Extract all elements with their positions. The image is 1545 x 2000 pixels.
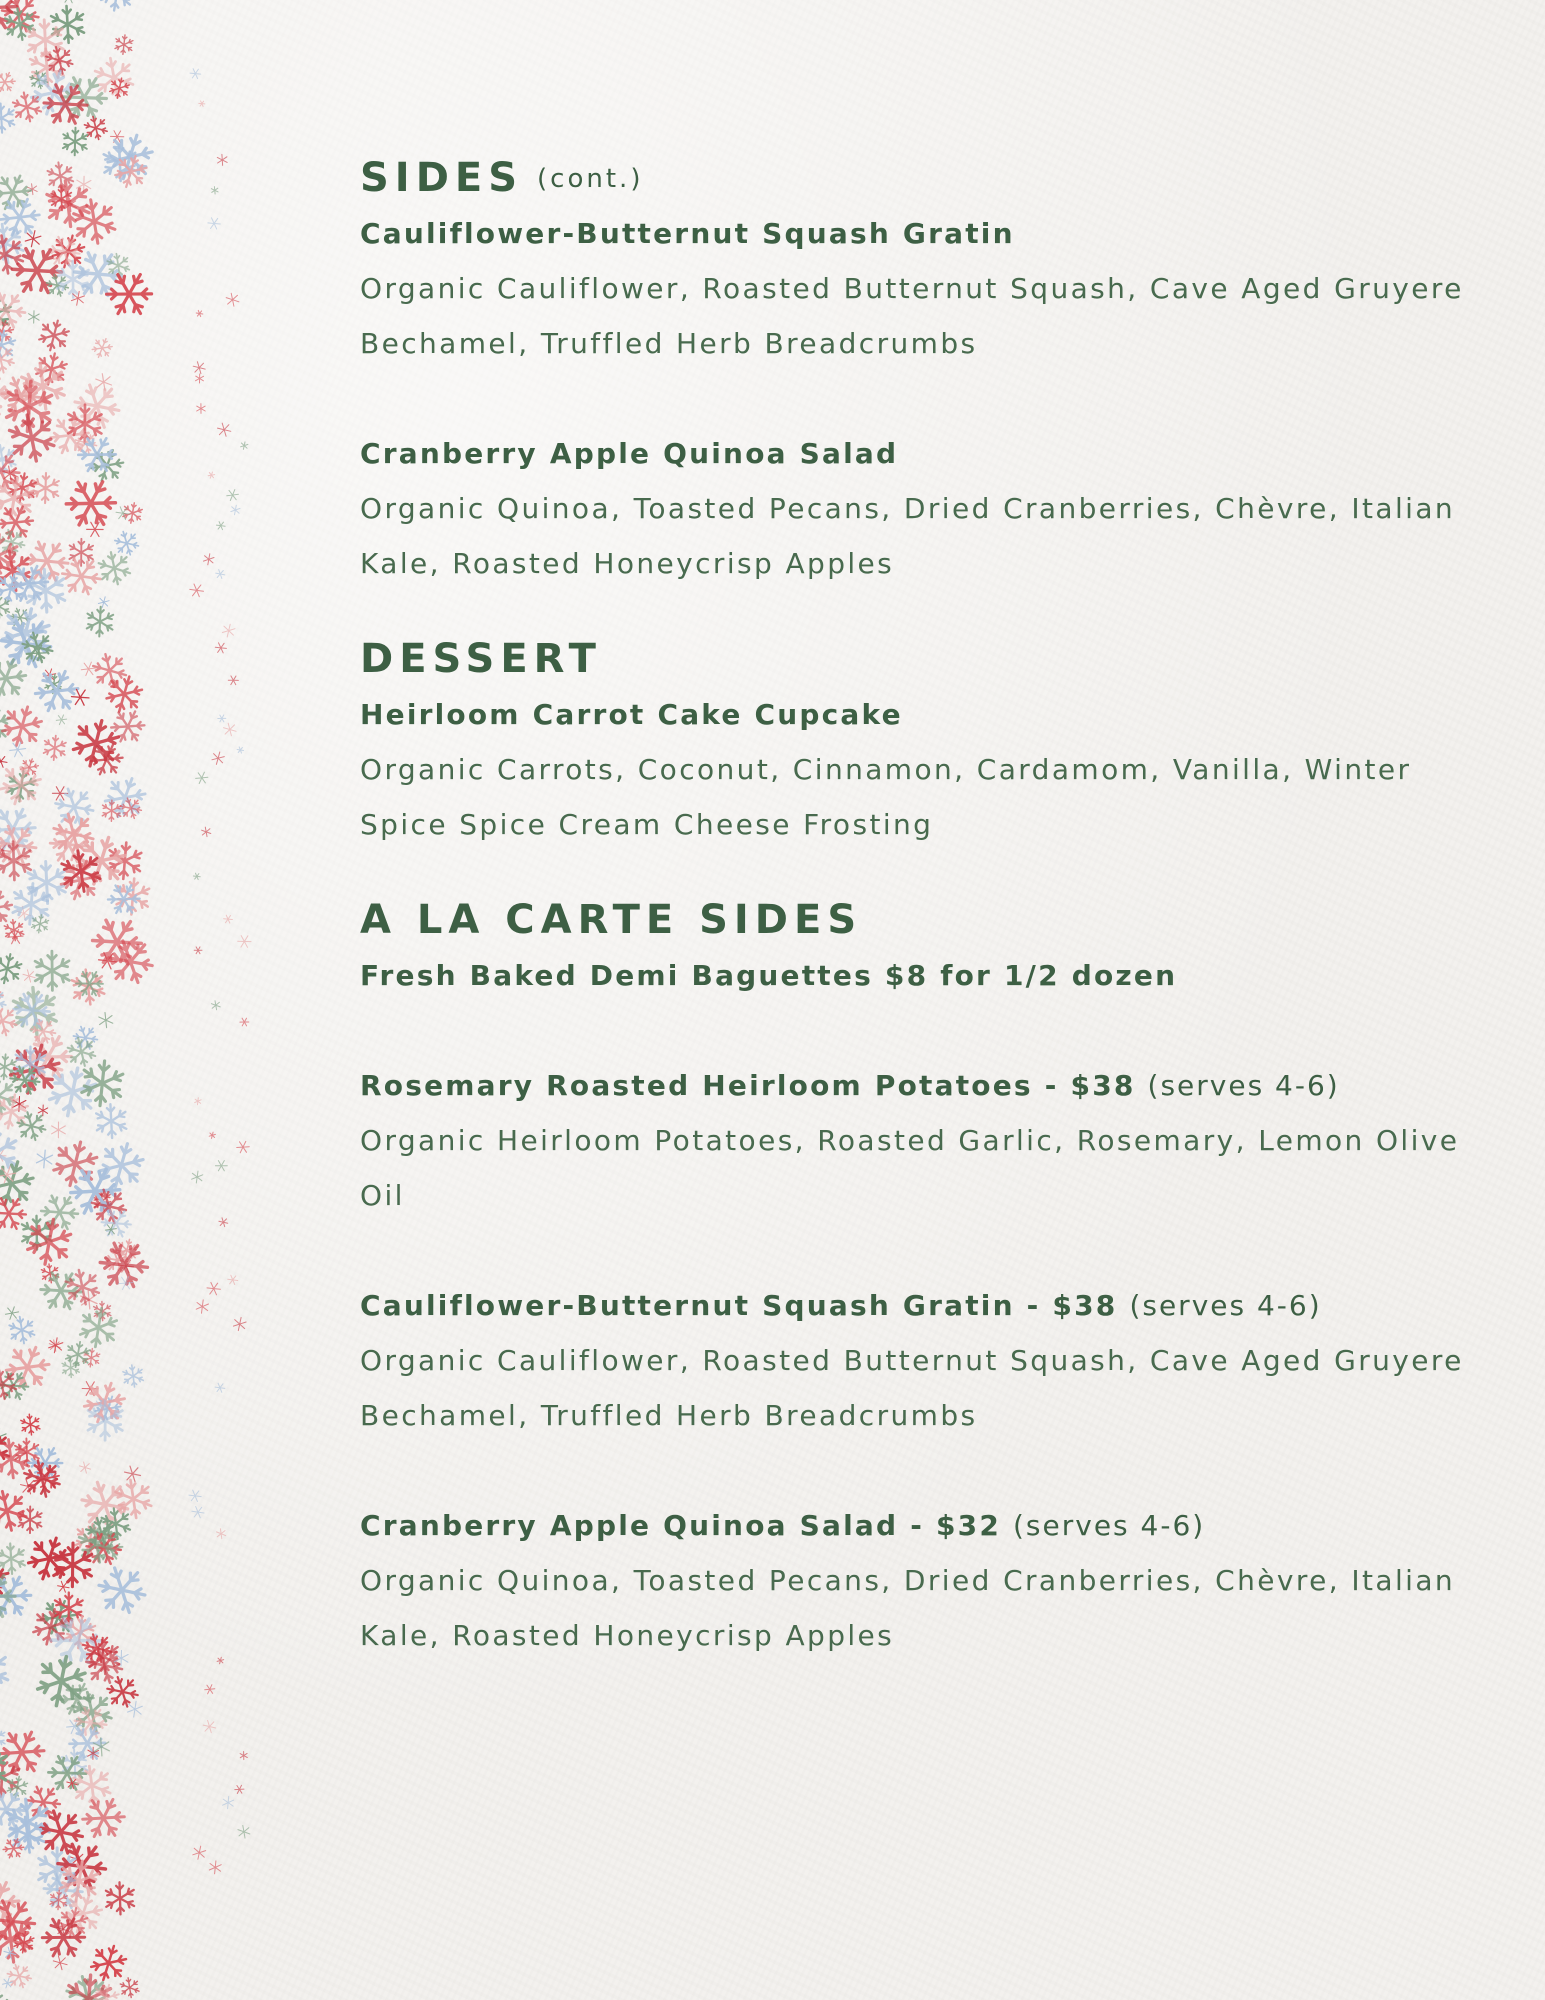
sides-cont-note: (cont.) (537, 164, 644, 194)
item-description: Organic Carrots, Coconut, Cinnamon, Cardamom, Vanilla, Winter Spice Spice Cream Cheese Frosting (360, 753, 1412, 841)
snowflake-icon (0, 1007, 17, 1036)
item-name: Cauliflower-Butternut Squash Gratin - $38 (360, 1289, 1118, 1322)
snowflake-icon (211, 187, 218, 194)
snowflake-icon (196, 1300, 208, 1313)
snowflake-icon (217, 154, 227, 165)
snowflake-icon (9, 1317, 34, 1344)
snowflake-icon (202, 827, 211, 837)
item-name: Cranberry Apple Quinoa Salad (360, 437, 899, 470)
snowflake-icon (100, 1144, 143, 1187)
snowflake-icon (195, 1098, 201, 1105)
snowflake-icon (66, 482, 115, 525)
snowflake-icon (52, 1122, 66, 1138)
snowflake-icon (204, 554, 215, 565)
snowflake-icon (190, 584, 204, 597)
snowflake-icon (189, 1490, 201, 1501)
snowflake-icon (193, 362, 205, 374)
snowflake-icon (87, 607, 113, 637)
snowflake-icon (38, 1105, 48, 1116)
snowflake-icon (240, 1752, 247, 1760)
snowflake-icon (17, 1112, 45, 1140)
snowflake-icon (10, 415, 54, 461)
serves-note: (serves 4-6) (1129, 1289, 1322, 1322)
serves-note: (serves 4-6) (1013, 1509, 1206, 1542)
snowflake-icon (238, 936, 251, 948)
snowflake-icon (27, 184, 37, 195)
snowflake-icon (224, 915, 233, 923)
snowflake-icon (238, 1826, 250, 1839)
snowflake-icon (99, 552, 130, 584)
snowflake-icon (0, 73, 15, 92)
snowflake-icon (91, 1946, 126, 1980)
snowflake-icon (208, 472, 215, 478)
snowflake-icon (237, 747, 243, 753)
snowflake-icon (0, 660, 26, 697)
snowflake-icon (3, 1839, 24, 1858)
snowflake-icon (62, 0, 77, 3)
serves-note: (serves 4-6) (1147, 1069, 1340, 1102)
snowflake-icon (7, 1965, 31, 1988)
snowflake-icon (115, 35, 133, 54)
snowflake-icon (203, 1720, 216, 1732)
snowflake-icon (107, 677, 142, 712)
item-description: Organic Quinoa, Toasted Pecans, Dried Cranberries, Chèvre, Italian Kale, Roasted Honeycrisp Apples (360, 1564, 1456, 1652)
item-description: Organic Cauliflower, Roasted Butternut Squash, Cave Aged Gruyere Bechamel, Truffled Herb Breadcrumbs (360, 1344, 1464, 1432)
snowflake-icon (216, 570, 225, 579)
item-description: Organic Cauliflower, Roasted Butternut Squash, Cave Aged Gruyere Bechamel, Truffled Herb Breadcrumbs (360, 272, 1464, 360)
snowflake-icon (216, 522, 225, 530)
snowflake-icon (54, 1142, 97, 1186)
snowflake-icon (3, 1978, 13, 1988)
snowflake-icon (218, 715, 226, 722)
snowflake-icon (0, 1369, 16, 1399)
snowflake-icon (209, 1861, 221, 1874)
snowflake-icon (107, 1677, 137, 1707)
snowflake-icon (223, 1797, 234, 1809)
snowflake-icon (0, 331, 15, 360)
snowflake-icon (190, 69, 201, 79)
snowflake-icon (125, 1466, 141, 1482)
snowflake-icon (56, 715, 66, 725)
snowflake-icon (128, 1701, 143, 1717)
snowflake-icon (212, 752, 224, 764)
snowflake-icon (235, 1785, 244, 1793)
snowflake-icon (28, 311, 39, 323)
snowflake-icon (48, 1756, 86, 1789)
snowflake-icon (51, 6, 84, 43)
snowflake-icon (93, 654, 126, 687)
snowflake-icon (69, 539, 93, 566)
item-title-line (360, 1498, 1480, 1553)
snowflake-icon (240, 1018, 249, 1026)
snowflake-icon (80, 1308, 116, 1347)
snowflake-icon (241, 442, 248, 450)
snowflake-icon (115, 156, 146, 187)
item-name: Rosemary Roasted Heirloom Potatoes - $38 (360, 1069, 1136, 1102)
snowflake-icon (115, 532, 139, 555)
snowflake-icon (219, 1218, 228, 1227)
snowflake-icon (106, 1882, 134, 1914)
snowflake-icon (98, 597, 109, 608)
snowflake-icon (123, 1365, 143, 1387)
snowflake-icon (63, 128, 87, 156)
menu-item (360, 1058, 1480, 1223)
snowflake-icon (196, 310, 203, 316)
snowflake-icon (194, 947, 202, 954)
snowflake-icon (102, 1210, 131, 1236)
snowflake-icon (6, 1307, 19, 1320)
sides-heading (360, 150, 1480, 206)
snowflake-icon (197, 404, 206, 414)
snowflake-icon (83, 1799, 125, 1836)
snowflake-icon (199, 101, 205, 107)
snowflake-icon (99, 1568, 145, 1613)
snowflake-icon (120, 1978, 139, 1998)
item-name: Heirloom Carrot Cake Cupcake (360, 698, 903, 731)
snowflake-icon (211, 1001, 220, 1010)
snowflake-icon (85, 117, 108, 140)
menu-item (360, 206, 1480, 371)
snowflake-border (0, 0, 260, 2000)
snowflake-icon (41, 1273, 81, 1309)
menu-item (360, 687, 1480, 852)
snowflake-icon (0, 1727, 5, 1750)
menu-item (360, 1498, 1480, 1663)
snowflake-icon (192, 1171, 203, 1183)
snowflake-icon (73, 1027, 97, 1050)
snowflake-icon (13, 93, 41, 122)
snowflake-icon (227, 490, 239, 501)
snowflake-icon (99, 1013, 113, 1028)
snowflake-icon (32, 473, 59, 503)
snowflake-icon (21, 1414, 40, 1435)
item-description: Organic Quinoa, Toasted Pecans, Dried Cranberries, Chèvre, Italian Kale, Roasted Honeycrisp Apples (360, 492, 1456, 580)
snowflake-icon (196, 772, 208, 783)
snowflake-icon (196, 374, 204, 383)
snowflake-icon (72, 689, 90, 705)
item-title-line (360, 1278, 1480, 1333)
snowflake-icon (237, 1141, 250, 1152)
snowflake-icon (217, 1529, 226, 1539)
snowflake-icon (215, 1161, 227, 1171)
snowflake-icon (218, 423, 231, 436)
snowflake-icon (217, 1657, 224, 1664)
snowflake-icon (0, 1162, 33, 1205)
item-name: Cauliflower-Butternut Squash Gratin (360, 217, 1015, 250)
snowflake-icon (80, 1462, 91, 1473)
snowflake-icon (28, 1448, 62, 1478)
snowflake-icon (208, 218, 220, 229)
snowflake-icon (207, 1283, 220, 1295)
snowflake-icon (192, 1507, 204, 1518)
item-description: Organic Heirloom Potatoes, Roasted Garlic, Rosemary, Lemon Olive Oil (360, 1124, 1460, 1212)
snowflake-icon (28, 1219, 71, 1264)
snowflake-icon (87, 522, 103, 536)
snowflake-icon (74, 200, 115, 243)
menu-content (360, 150, 1480, 1663)
snowflake-icon (92, 339, 112, 358)
snowflake-icon (224, 723, 237, 736)
snowflake-icon (96, 1104, 126, 1138)
menu-item (360, 1278, 1480, 1443)
snowflake-icon (215, 643, 226, 653)
snowflake-icon (0, 756, 7, 768)
snowflake-icon (193, 1846, 206, 1859)
snowflake-icon (68, 1038, 96, 1066)
snowflake-icon (25, 231, 41, 247)
snowflake-icon (0, 954, 21, 983)
snowflake-icon (53, 1956, 67, 1970)
snowflake-icon (6, 1347, 49, 1387)
snowflake-icon (228, 676, 238, 685)
snowflake-icon (23, 970, 35, 982)
snowflake-icon (233, 1318, 246, 1331)
snowflake-icon (0, 892, 12, 924)
snowflake-icon (193, 873, 200, 879)
snowflake-icon (222, 624, 235, 637)
snowflake-icon (209, 1132, 215, 1138)
snowflake-icon (215, 1383, 225, 1392)
item-name: Cranberry Apple Quinoa Salad - $32 (360, 1509, 1002, 1542)
a-la-carte-heading: A LA CARTE SIDES (360, 897, 863, 943)
snowflake-icon (123, 503, 142, 523)
snowflake-icon (96, 374, 112, 391)
snowflake-icon (39, 321, 69, 351)
baguettes-line: Fresh Baked Demi Baguettes $8 for 1/2 dozen (360, 959, 1178, 992)
snowflake-icon (228, 1275, 238, 1284)
snowflake-icon (205, 1685, 215, 1694)
snowflake-icon (37, 1150, 53, 1168)
snowflake-icon (0, 574, 25, 603)
item-title-line (360, 1058, 1480, 1113)
snowflake-icon (0, 1991, 12, 2000)
snowflake-icon (101, 0, 133, 11)
snowflake-icon (44, 736, 66, 761)
snowflake-icon (0, 104, 14, 133)
snowflake-icon (231, 505, 240, 515)
dessert-heading: DESSERT (360, 636, 602, 682)
snowflake-icon (46, 47, 73, 74)
snowflake-icon (226, 293, 239, 306)
snowflake-icon (0, 1732, 44, 1772)
snowflake-icon (0, 1648, 8, 1693)
menu-item (360, 426, 1480, 591)
snowflake-icon (3, 707, 42, 746)
snowflake-icon (0, 345, 14, 372)
sides-heading-text: SIDES (360, 155, 524, 201)
snowflake-icon (78, 838, 126, 884)
snowflake-icon (81, 662, 96, 676)
snowflake-icon (35, 951, 69, 990)
